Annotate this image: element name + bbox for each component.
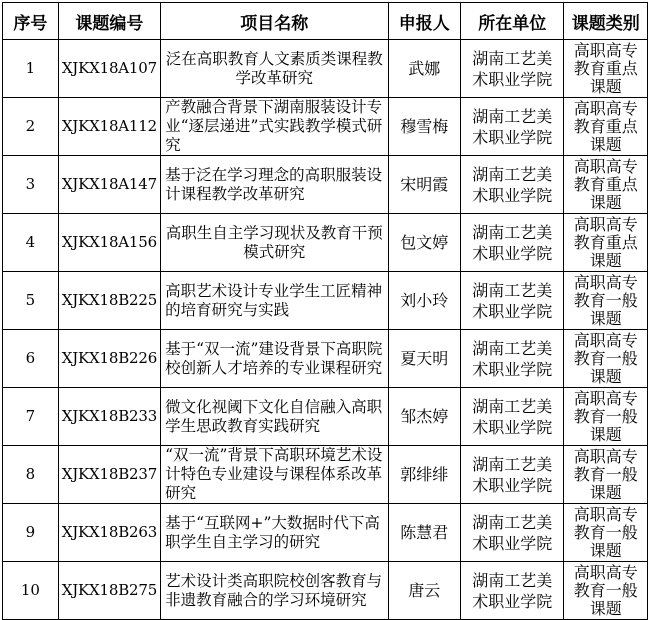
table-row xyxy=(3,504,648,562)
cell-serial-number: 5 xyxy=(3,272,59,330)
cell-category: 高职高专教育重点课题 xyxy=(564,40,648,98)
cell-category: 高职高专教育重点课题 xyxy=(564,156,648,214)
cell-project-name: 基于“互联网+”大数据时代下高职学生自主学习的研究 xyxy=(161,504,388,562)
research-project-table xyxy=(2,2,648,620)
header-serial-number: 序号 xyxy=(3,3,59,40)
table-row xyxy=(3,40,648,98)
cell-unit: 湖南工艺美术职业学院 xyxy=(461,214,564,272)
cell-category: 高职高专教育一般课题 xyxy=(564,388,648,446)
cell-category: 高职高专教育重点课题 xyxy=(564,98,648,156)
cell-project-name: “双一流”背景下高职环境艺术设计特色专业建设与课程体系改革研究 xyxy=(161,446,388,504)
cell-project-code: XJKX18A156 xyxy=(58,214,160,272)
project-list-document xyxy=(2,2,648,620)
cell-project-name: 微文化视阈下文化自信融入高职学生思政教育实践研究 xyxy=(161,388,388,446)
header-unit: 所在单位 xyxy=(461,3,564,40)
cell-project-name: 泛在高职教育人文素质类课程教学改革研究 xyxy=(161,40,388,98)
cell-category: 高职高专教育一般课题 xyxy=(564,562,648,620)
cell-project-name: 艺术设计类高职院校创客教育与非遗教育融合的学习环境研究 xyxy=(161,562,388,620)
table-row xyxy=(3,214,648,272)
table-row xyxy=(3,446,648,504)
cell-applicant: 陈慧君 xyxy=(388,504,461,562)
cell-applicant: 宋明霞 xyxy=(388,156,461,214)
table-row xyxy=(3,98,648,156)
cell-applicant: 穆雪梅 xyxy=(388,98,461,156)
cell-applicant: 郭绯绯 xyxy=(388,446,461,504)
cell-project-name: 基于“双一流”建设背景下高职院校创新人才培养的专业课程研究 xyxy=(161,330,388,388)
cell-applicant: 刘小玲 xyxy=(388,272,461,330)
cell-serial-number: 7 xyxy=(3,388,59,446)
table-row xyxy=(3,330,648,388)
cell-project-code: XJKX18B233 xyxy=(58,388,160,446)
cell-project-name: 基于泛在学习理念的高职服装设计课程教学改革研究 xyxy=(161,156,388,214)
cell-applicant: 唐云 xyxy=(388,562,461,620)
cell-unit: 湖南工艺美术职业学院 xyxy=(461,388,564,446)
cell-serial-number: 6 xyxy=(3,330,59,388)
header-project-code: 课题编号 xyxy=(58,3,160,40)
cell-serial-number: 3 xyxy=(3,156,59,214)
cell-serial-number: 8 xyxy=(3,446,59,504)
cell-project-name: 产教融合背景下湖南服装设计专业“逐层递进”式实践教学模式研究 xyxy=(161,98,388,156)
table-row xyxy=(3,562,648,620)
cell-category: 高职高专教育一般课题 xyxy=(564,504,648,562)
cell-project-code: XJKX18B263 xyxy=(58,504,160,562)
table-row xyxy=(3,272,648,330)
cell-applicant: 武娜 xyxy=(388,40,461,98)
table-row xyxy=(3,388,648,446)
cell-unit: 湖南工艺美术职业学院 xyxy=(461,446,564,504)
cell-serial-number: 10 xyxy=(3,562,59,620)
cell-unit: 湖南工艺美术职业学院 xyxy=(461,40,564,98)
cell-applicant: 邹杰婷 xyxy=(388,388,461,446)
cell-project-code: XJKX18B226 xyxy=(58,330,160,388)
cell-category: 高职高专教育一般课题 xyxy=(564,330,648,388)
cell-unit: 湖南工艺美术职业学院 xyxy=(461,272,564,330)
cell-project-name: 高职艺术设计专业学生工匠精神的培育研究与实践 xyxy=(161,272,388,330)
cell-serial-number: 4 xyxy=(3,214,59,272)
cell-project-code: XJKX18A147 xyxy=(58,156,160,214)
cell-unit: 湖南工艺美术职业学院 xyxy=(461,330,564,388)
cell-category: 高职高专教育重点课题 xyxy=(564,214,648,272)
cell-project-code: XJKX18B225 xyxy=(58,272,160,330)
cell-serial-number: 2 xyxy=(3,98,59,156)
cell-applicant: 包文婷 xyxy=(388,214,461,272)
header-project-name: 项目名称 xyxy=(161,3,388,40)
table-header-row xyxy=(3,3,648,40)
cell-category: 高职高专教育一般课题 xyxy=(564,446,648,504)
table-row xyxy=(3,156,648,214)
header-category: 课题类别 xyxy=(564,3,648,40)
cell-project-name: 高职生自主学习现状及教育干预模式研究 xyxy=(161,214,388,272)
header-applicant: 申报人 xyxy=(388,3,461,40)
cell-unit: 湖南工艺美术职业学院 xyxy=(461,98,564,156)
cell-applicant: 夏天明 xyxy=(388,330,461,388)
cell-unit: 湖南工艺美术职业学院 xyxy=(461,562,564,620)
cell-project-code: XJKX18B275 xyxy=(58,562,160,620)
cell-project-code: XJKX18B237 xyxy=(58,446,160,504)
cell-serial-number: 1 xyxy=(3,40,59,98)
cell-unit: 湖南工艺美术职业学院 xyxy=(461,156,564,214)
cell-serial-number: 9 xyxy=(3,504,59,562)
cell-category: 高职高专教育一般课题 xyxy=(564,272,648,330)
cell-unit: 湖南工艺美术职业学院 xyxy=(461,504,564,562)
cell-project-code: XJKX18A107 xyxy=(58,40,160,98)
cell-project-code: XJKX18A112 xyxy=(58,98,160,156)
